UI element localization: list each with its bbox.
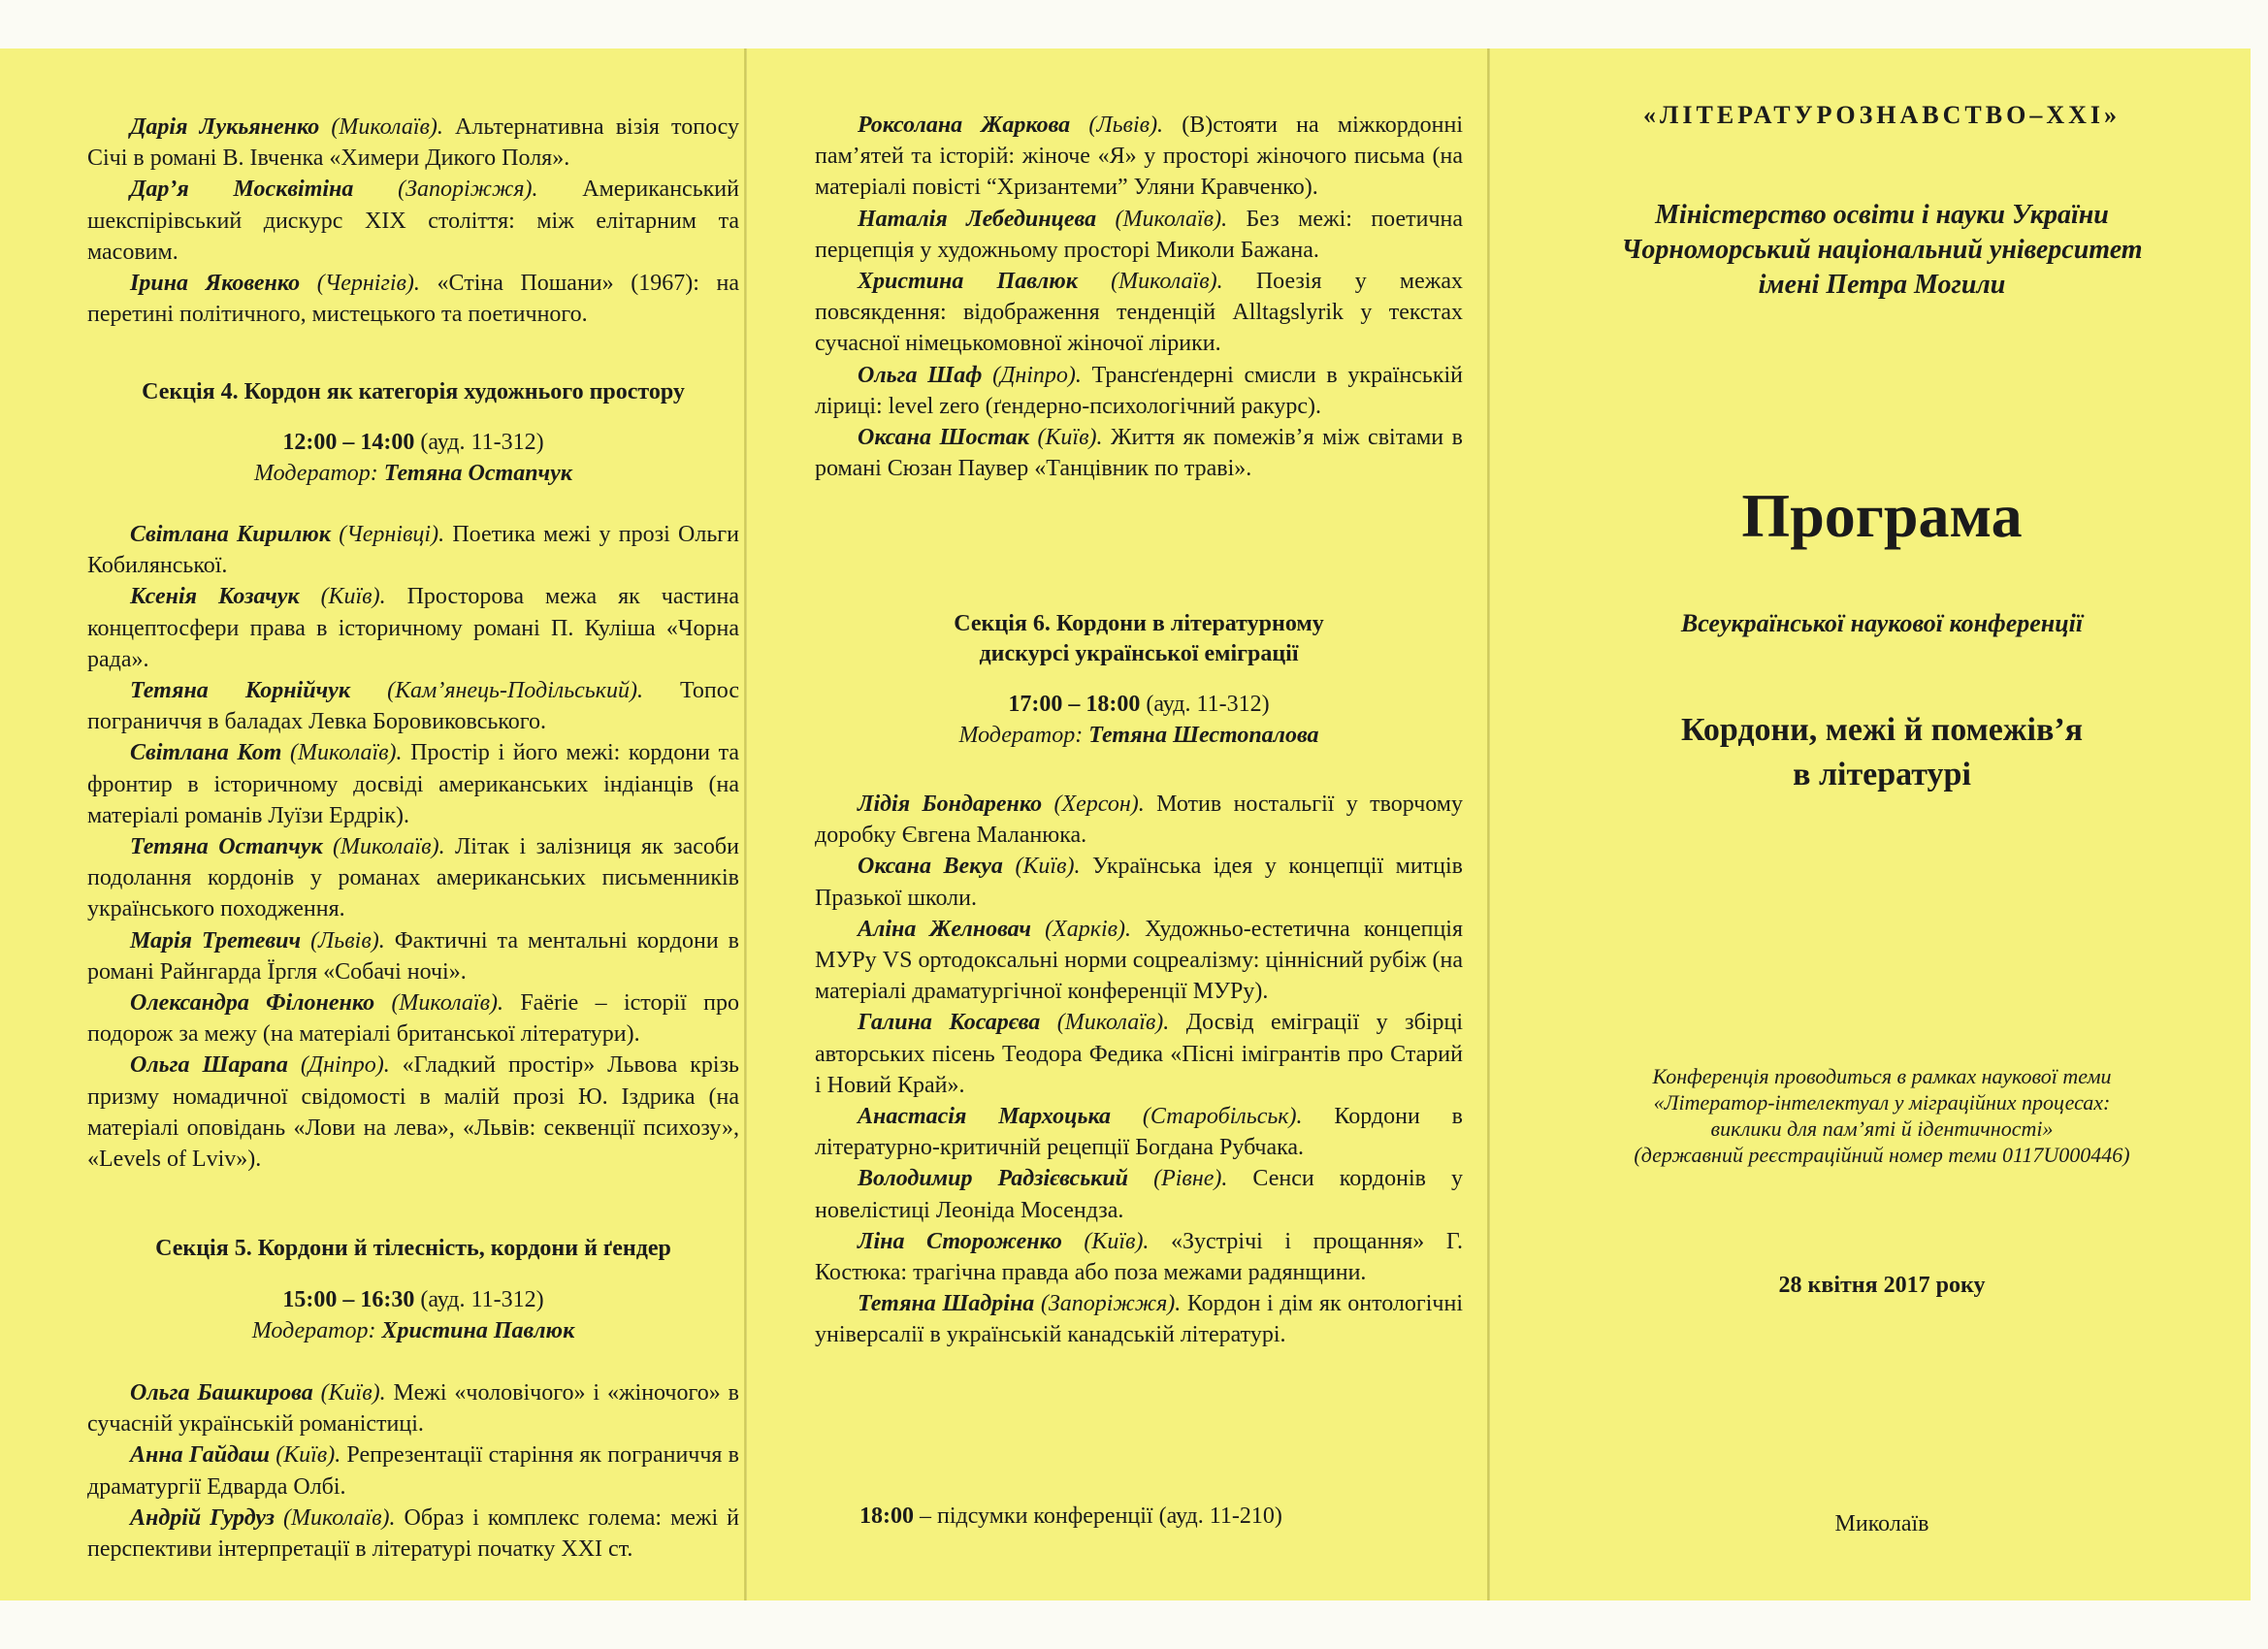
conference-city: Миколаїв [1834,1511,1929,1536]
participant-city: (Київ). [1084,1228,1150,1254]
section-title-line1: Секція 6. Кордони в літературному [954,611,1324,636]
participant-city: (Київ). [320,1380,386,1406]
conference-date: 28 квітня 2017 року [1778,1273,1986,1298]
talk-title: (В)стояти на міжкордонні пам’ятей та історій: жіноче «Я» у просторі жіночого письма (на матеріалі повісті “Хризантеми” Уляни Кравченко). [815,113,1464,201]
talk-title: Топос пограниччя в баладах Левка Боровиковського. [87,678,739,735]
participant-city: (Харків). [1045,916,1132,942]
participant-city: (Кам’янець-Подільський). [387,678,643,704]
conference-subtitle: Всеукраїнської наукової конференції [1680,609,2084,637]
participant-entry [87,737,739,831]
participant-name: Світлана Кирилюк [130,522,331,547]
talk-title: Просторова межа як частина концептосфери права в історичному романі П. Куліша «Чорна рада». [87,584,740,672]
talk-title: «Зустрічі і прощання» Г. Костюка: трагічна правда або поза межами радянщини. [815,1228,1464,1286]
talk-title: Кордони в літературно-критичній рецепції Богдана Рубчака. [815,1104,1463,1161]
note-line: (державний реєстраційний номер теми 0117U000446) [1634,1143,2130,1167]
participant-name: Дарія Лукьяненко [130,114,320,140]
participant-name: Аліна Желновач [858,916,1031,942]
participant-entry [815,360,1463,422]
participant-city: (Львів). [1088,113,1164,138]
participant-name: Андрій Гурдуз [130,1504,275,1531]
participant-entry [87,581,739,675]
talk-title: Репрезентації старіння як пограниччя в драматургії Едварда Олбі. [87,1442,739,1500]
participant-entry [815,266,1463,360]
fold-line-left [744,48,747,1600]
section-moderator: Модератор: Христина Павлюк [251,1318,575,1343]
talk-title: Сенси кордонів у новелістиці Леоніда Мосендза. [815,1166,1463,1223]
participant-city: (Запоріжжя). [398,177,538,203]
section-time: 15:00 – 16:30 (ауд. 11-312) [282,1287,544,1312]
talk-title: Літак і залізниця як засоби подолання кордонів у романах американських письменників українського походження. [87,834,739,922]
entries-block [815,110,1463,484]
participant-entry [87,925,739,987]
participant-entry [815,851,1463,913]
talk-title: Життя як помежів’я між світами в романі Сюзан Паувер «Танцівник по траві». [815,425,1463,482]
participant-entry [815,1163,1463,1225]
section-title: Секція 5. Кордони й тілесність, кордони й ґендер [155,1236,671,1261]
participant-city: (Рівне). [1153,1166,1228,1192]
entries-block [87,1377,739,1565]
panel-left [87,48,739,1600]
org-line: Чорноморський національний університет [1621,235,2143,265]
participant-name: Лідія Бондаренко [858,792,1043,817]
talk-title: Художньо-естетична концепція МУРу VS ортодоксальні норми соцреалізму: ціннісний рубіж (на матеріалі драматургічної конференції МУРу). [815,916,1463,1005]
closing-line: 18:00 – підсумки конференції (ауд. 11-210) [859,1504,1282,1529]
section-title-line2: дискурсі української еміграції [979,641,1299,666]
conference-name [1499,708,2265,797]
participant-name: Дар’я Москвітіна [130,177,354,203]
participant-entry [815,1101,1463,1163]
participant-name: Оксана Векуа [858,854,1003,880]
participant-entry [815,1007,1463,1101]
participant-city: (Київ). [1037,425,1103,451]
participant-entry [87,174,739,268]
participant-name: Олександра Філоненко [130,990,375,1017]
participant-city: (Запоріжжя). [1040,1291,1182,1317]
participant-city: (Миколаїв). [283,1504,396,1531]
talk-title: «Гладкий простір» Львова крізь призму номадичної свідомості в малій прозі Ю. Іздрика (на матеріалі оповідань «Лови на лева», «Львів: секвенції психозу», «Levels of Lviv»). [87,1052,739,1173]
panel-middle [815,48,1463,1600]
participant-name: Роксолана Жаркова [858,113,1071,138]
participant-name: Ксенія Козачук [130,584,300,610]
participant-entry [815,1288,1463,1350]
participant-entry [87,675,739,737]
participant-city: (Миколаїв). [1111,269,1223,295]
talk-title: Американський шекспірівський дискурс XIX століття: між елітарним та масовим. [87,177,739,265]
participant-city: (Миколаїв). [290,740,403,766]
participant-name: Оксана Шостак [858,425,1029,451]
participant-entry [815,914,1463,1008]
entries-block [87,519,739,1175]
talk-title: Поезія у межах повсякдення: відображення тенденцій Alltagslyrik у текстах сучасної німецькомовної жіночої лірики. [815,269,1463,357]
talk-title: Поетика межі у прозі Ольги Кобилянської. [87,522,739,579]
participant-name: Галина Косарєва [858,1010,1041,1036]
talk-title: Простір і його межі: кордони та фронтир в історичному досвіді американських індіанців (на матеріалі романів Луїзи Ердрік). [87,740,739,828]
participant-entry [87,1439,739,1502]
talk-title: Без межі: поетична перцепція у художньому просторі Миколи Бажана. [815,206,1464,263]
participant-name: Ольга Шаф [858,362,983,388]
fold-line-right [1487,48,1490,1600]
participant-city: (Миколаїв). [1056,1010,1170,1036]
talk-title: Образ і комплекс голема: межі й перспективи інтерпретації в літературі початку XXI ст. [87,1504,739,1563]
talk-title: Українська ідея у концепції митців Празької школи. [815,854,1464,911]
section-4-header [87,377,739,489]
participant-city: (Київ). [320,584,386,610]
participant-name: Наталія Лебединцева [858,206,1097,232]
talk-title: Досвід еміграції у збірці авторських пісень Теодора Федика «Пісні імігрантів про Старий і Новий Край». [815,1010,1464,1098]
participant-name: Тетяна Шадріна [858,1291,1035,1317]
participant-entry [87,831,739,925]
research-topic-note [1499,1063,2265,1168]
participant-entry [815,1226,1463,1288]
participant-city: (Чернівці). [339,522,445,547]
section-moderator: Модератор: Тетяна Остапчук [254,461,572,486]
participant-city: (Київ). [1015,854,1081,880]
talk-title: Faërie – історії про подорож за межу (на матеріалі британської літератури). [87,990,739,1048]
participant-entry [815,110,1463,204]
org-line: Міністерство освіти і науки України [1655,200,2109,230]
org-line: імені Петра Могили [1758,270,2006,300]
talk-title: Мотив ностальгії у творчому доробку Євгена Маланюка. [815,792,1463,849]
participant-name: Тетяна Остапчук [130,834,323,860]
participant-city: (Старобільськ). [1142,1104,1303,1130]
entries-block [87,112,739,330]
participant-name: Марія Третевич [130,927,302,954]
section-moderator: Модератор: Тетяна Шестопалова [958,723,1319,748]
participant-city: (Миколаїв). [391,990,503,1017]
panel-cover [1499,48,2265,1600]
note-line: «Літератор-інтелектуал у міграційних процесах: [1653,1090,2111,1115]
talk-title: Фактичні та ментальні кордони в романі Райнгарда Їргля «Собачі ночі». [87,927,740,985]
organization-block [1499,198,2265,303]
participant-city: (Миколаїв). [1115,206,1228,232]
participant-name: Христина Павлюк [858,269,1078,295]
participant-entry [87,1050,739,1175]
participant-entry [87,268,739,330]
participant-city: (Миколаїв). [333,834,445,860]
participant-name: Ольга Башкирова [130,1380,313,1406]
note-line: виклики для пам’яті й ідентичності» [1710,1116,2054,1141]
participant-entry [87,1503,739,1565]
talk-title: Трансґендерні смисли в українській ліриці: level zero (ґендерно-психологічний ракурс). [815,362,1463,419]
participant-name: Ліна Стороженко [858,1228,1062,1254]
participant-name: Світлана Кот [130,740,282,766]
participant-city: (Дніпро). [992,362,1082,388]
participant-name: Тетяна Корнійчук [130,678,350,704]
participant-city: (Дніпро). [300,1052,390,1079]
section-title: Секція 4. Кордон як категорія художнього простору [142,379,685,404]
talk-title: Альтернативна візія топосу Січі в романі В. Івченка «Химери Дикого Поля». [87,114,740,172]
section-time: 12:00 – 14:00 (ауд. 11-312) [282,430,544,455]
participant-entry [87,112,739,174]
section-time: 17:00 – 18:00 (ауд. 11-312) [1008,692,1270,717]
conference-name-line: в літературі [1793,757,1971,792]
participant-name: Володимир Радзієвський [858,1166,1129,1192]
participant-entry [815,789,1463,851]
series-title: «ЛІТЕРАТУРОЗНАВСТВО–XXI» [1642,101,2122,129]
section-6-header [815,609,1463,751]
participant-entry [87,987,739,1050]
talk-title: Кордон і дім як онтологічні універсалії в українській канадській літературі. [815,1291,1464,1348]
participant-name: Анна Гайдаш [130,1442,270,1469]
participant-city: (Київ). [275,1442,341,1469]
participant-name: Ірина Яковенко [130,271,301,297]
participant-city: (Херсон). [1053,792,1145,817]
entries-block [815,789,1463,1351]
participant-city: (Чернігів). [316,271,420,297]
conference-name-line: Кордони, межі й помежів’я [1680,712,2084,748]
participant-city: (Миколаїв). [331,114,443,140]
program-title: Програма [1741,481,2023,550]
talk-title: «Стіна Пошани» (1967): на перетині політичного, мистецького та поетичного. [87,271,740,328]
participant-name: Ольга Шарапа [130,1052,288,1079]
participant-city: (Львів). [310,927,385,954]
talk-title: Межі «чоловічого» і «жіночого» в сучасній українській романістиці. [87,1380,739,1438]
note-line: Конференція проводиться в рамках наукової теми [1652,1064,2112,1088]
participant-entry [815,204,1463,266]
participant-entry [87,1377,739,1439]
participant-name: Анастасія Мархоцька [858,1104,1112,1130]
participant-entry [87,519,739,581]
participant-entry [815,422,1463,484]
section-5-header [87,1234,739,1346]
